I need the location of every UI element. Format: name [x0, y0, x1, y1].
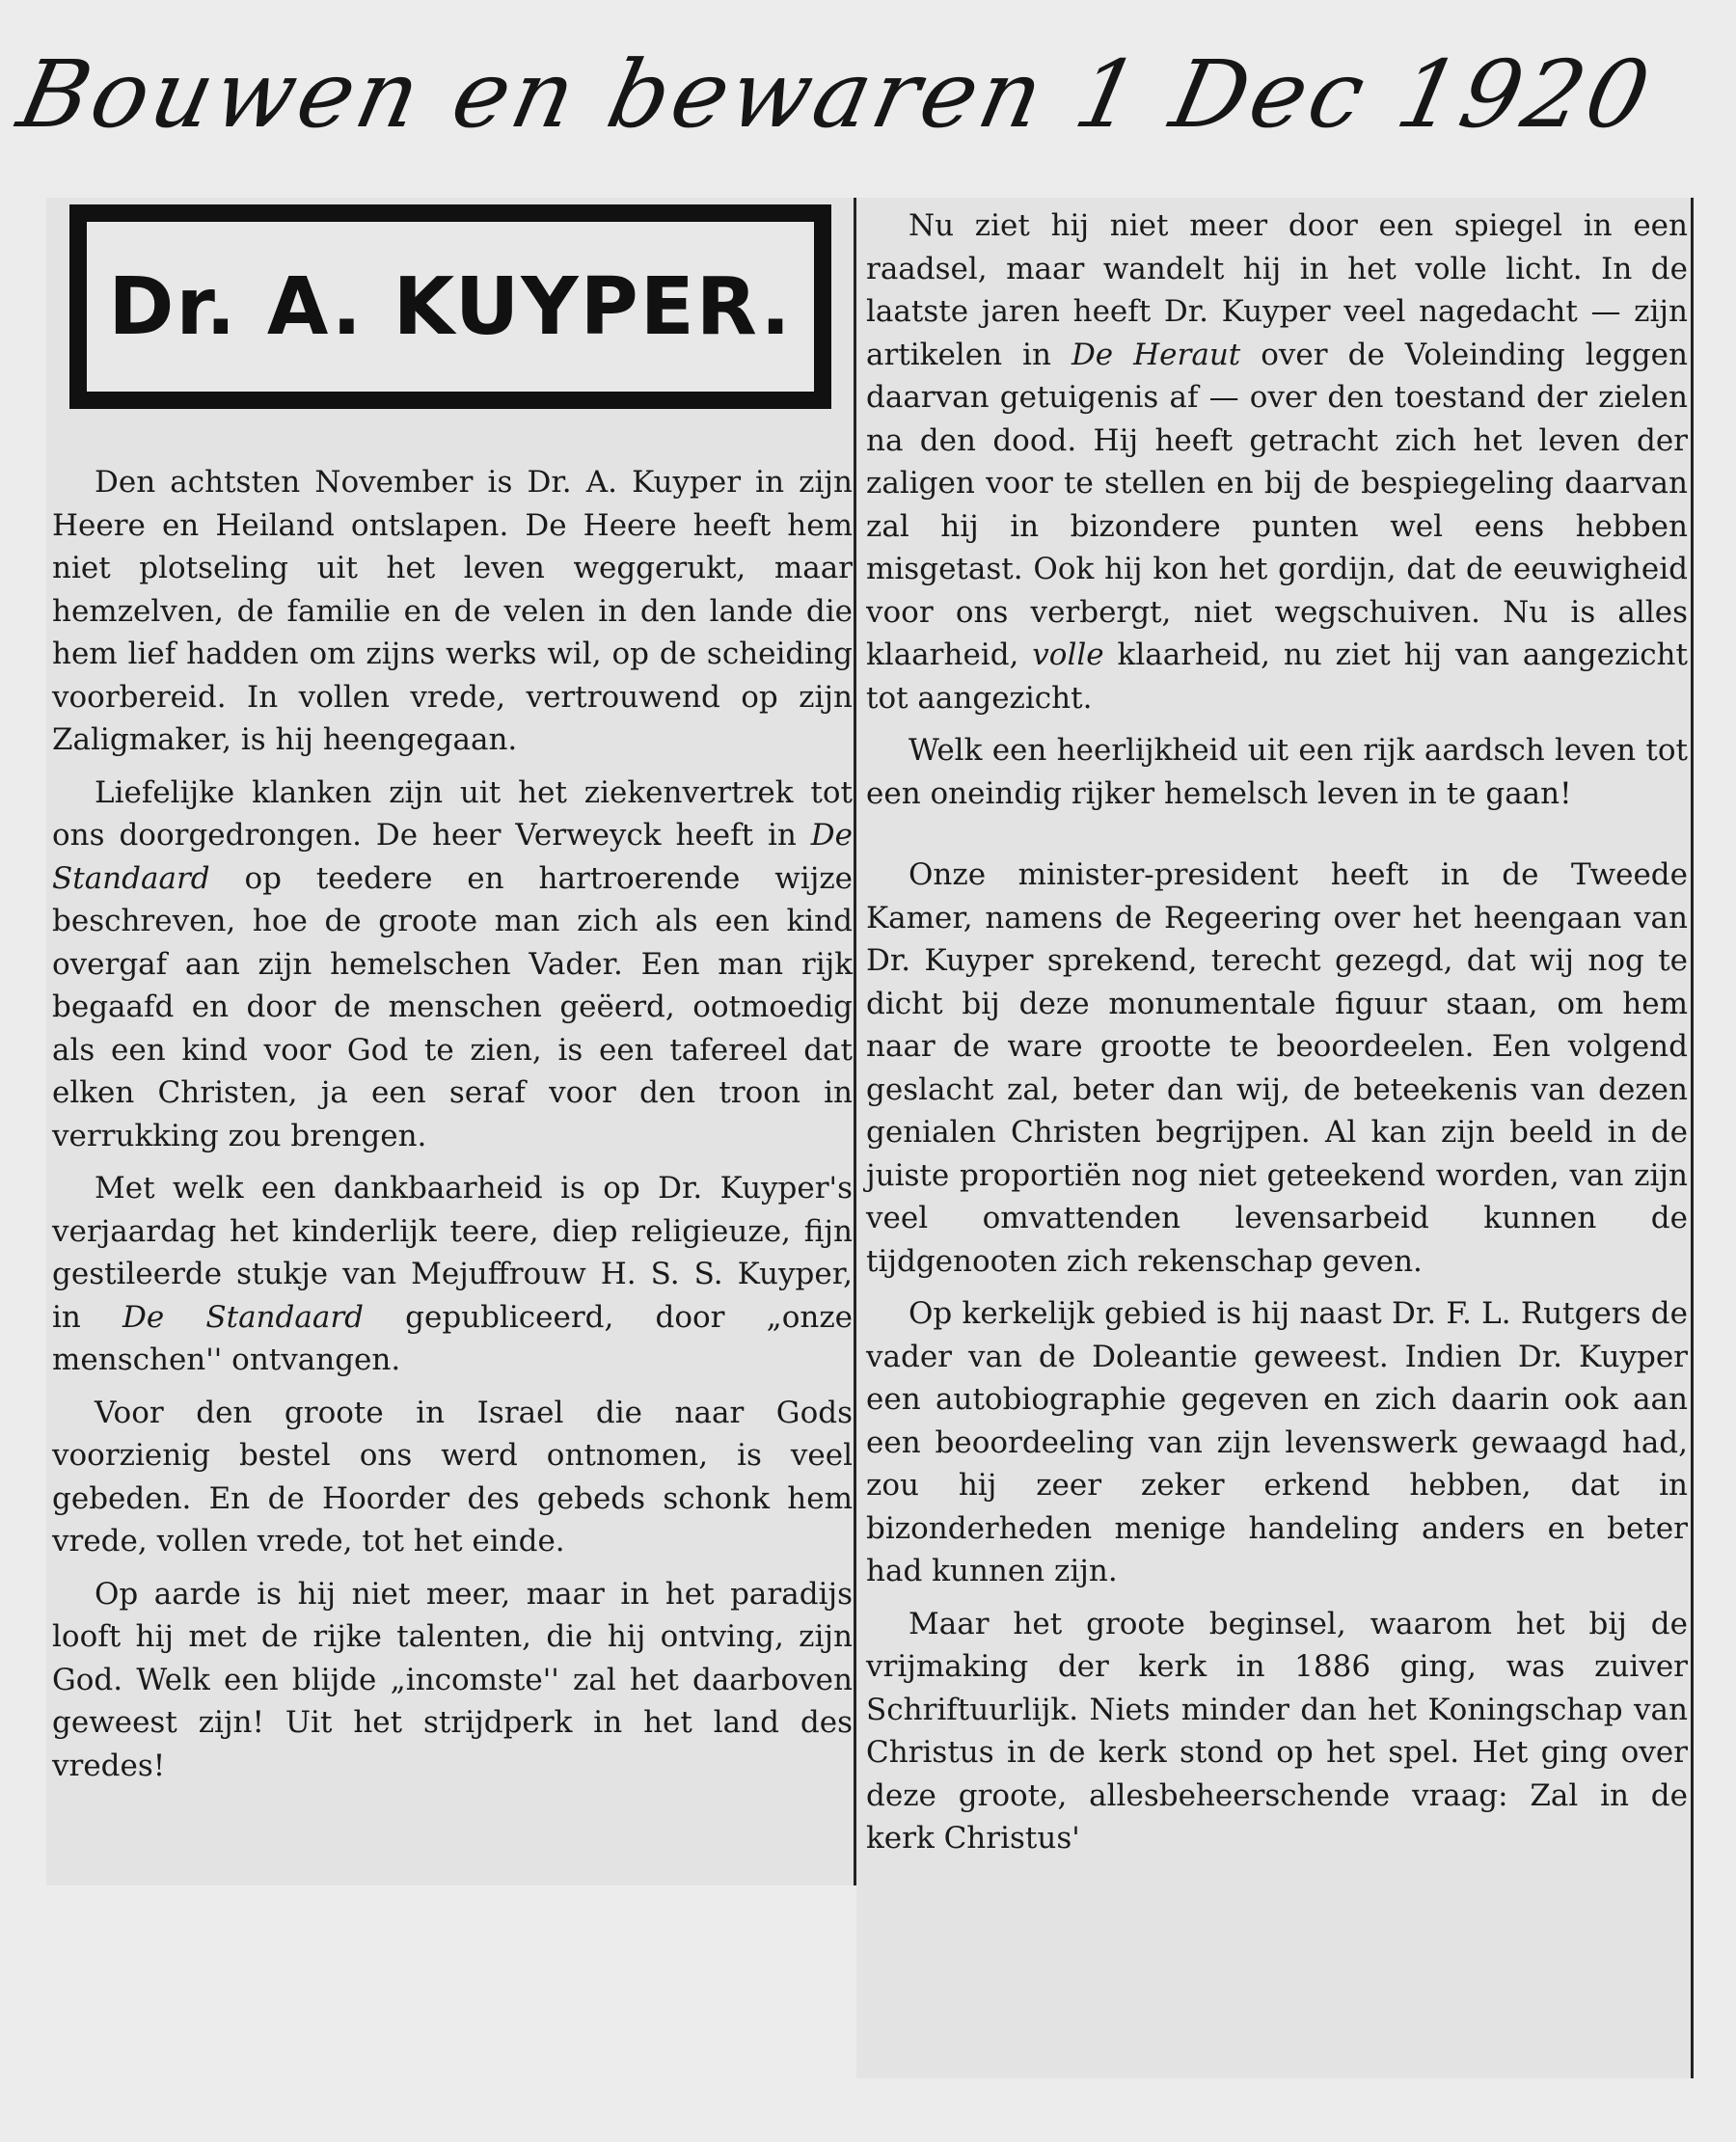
paragraph	[866, 1603, 1688, 1860]
paragraph-text: Voor den groote in Israel die naar Gods voorzienig bestel ons werd ontnomen, is veel gebeden. En de Hoorder des gebeds schonk hem vrede, vollen vrede, tot het einde.	[52, 1395, 853, 1559]
paragraph-text: Op kerkelijk gebied is hij naast Dr. F. L. Rutgers de vader van de Doleantie geweest. Indien Dr. Kuyper een autobiographie gegeven en zich daarin ook aan een beoordeeling van zijn levenswerk gewaagd had, zou hij zeer zeker erkend hebben, dat in bizonderheden menige handeling anders en beter had kunnen zijn.	[866, 1296, 1688, 1588]
paragraph	[866, 854, 1688, 1283]
paragraph-text: Nu ziet hij niet meer door een spiegel in een raadsel, maar wandelt hij in het volle licht. In de laatste jaren heeft Dr. Kuyper veel nagedacht — zijn artikelen in	[866, 208, 1688, 372]
paragraph-text: Welk een heerlijkheid uit een rijk aardsch leven tot een oneindig rijker hemelsch leven in te gaan!	[866, 733, 1688, 811]
article-title: Dr. A. KUYPER.	[108, 260, 793, 353]
right-column-text	[866, 204, 1688, 1870]
paragraph	[866, 1292, 1688, 1593]
newspaper-name: De Standaard	[122, 1299, 364, 1335]
handwritten-source-note: Bouwen en bewaren 1 Dec 1920	[10, 41, 1663, 149]
newspaper-name: De Standaard	[52, 818, 853, 896]
left-column-text	[52, 461, 853, 1797]
emphasis: volle	[1032, 637, 1104, 672]
paragraph-text: gepubliceerd, door „onze menschen'' ontvangen.	[52, 1299, 854, 1377]
paragraph-text: Met welk een dankbaarheid is op Dr. Kuyper's verjaardag het kinderlijk teere, diep religieuze, fijn gestileerde stukje van Mejuffrouw H. S. S. Kuyper, in	[52, 1171, 853, 1335]
paragraph	[52, 1167, 853, 1382]
paragraph	[52, 1392, 853, 1563]
paragraph-text: Op aarde is hij niet meer, maar in het paradijs looft hij met de rijke talenten, die hij ontving, zijn God. Welk een blijde „incomste'' zal het daarboven geweest zijn! Uit het strijdperk in het land des vredes!	[52, 1576, 853, 1783]
paragraph	[52, 461, 853, 762]
newspaper-name: De Heraut	[1071, 337, 1241, 372]
paragraph	[866, 204, 1688, 719]
paragraph	[52, 1573, 853, 1788]
paragraph-text: over de Voleinding leggen daarvan getuigenis af — over den toestand der zielen na den dood. Hij heeft getracht zich het leven der zaligen voor te stellen en bij de bespiegeling daarvan zal hij in bizondere punten wel eens hebben misgetast. Ook hij kon het gordijn, dat de eeuwigheid voor ons verbergt, niet wegschuiven. Nu is alles klaarheid,	[866, 337, 1688, 672]
article-title-inner	[87, 222, 814, 392]
paragraph	[866, 729, 1688, 815]
paragraph	[52, 772, 853, 1158]
paragraph-text: Maar het groote beginsel, waarom het bij de vrijmaking der kerk in 1886 ging, was zuiver Schriftuurlijk. Niets minder dan het Koningschap van Christus in de kerk stond op het spel. Het ging over deze groote, allesbeheerschende vraag: Zal in de kerk Christus'	[866, 1606, 1688, 1856]
paragraph-text: Liefelijke klanken zijn uit het ziekenvertrek tot ons doorgedrongen. De heer Verweyck heeft in	[52, 774, 853, 853]
paragraph-text: Den achtsten November is Dr. A. Kuyper in zijn Heere en Heiland ontslapen. De Heere heeft hem niet plotseling uit het leven weggerukt, maar hemzelven, de familie en de velen in den lande die hem lief hadden om zijns werks wil, op de scheiding voorbereid. In vollen vrede, vertrouwend op zijn Zaligmaker, is hij heengegaan.	[52, 465, 853, 757]
paragraph-text: op teedere en hartroerende wijze beschreven, hoe de groote man zich als een kind overgaf aan zijn hemelschen Vader. Een man rijk begaafd en door de menschen geëerd, ootmoedig als een kind voor God te zien, is een tafereel dat elken Christen, ja een seraf voor den troon in verrukking zou brengen.	[52, 860, 853, 1153]
article-title-frame	[69, 204, 831, 409]
paragraph-text: klaarheid, nu ziet hij van aangezicht tot aangezicht.	[866, 637, 1688, 716]
paragraph-text: Onze minister-president heeft in de Tweede Kamer, namens de Regeering over het heengaan van Dr. Kuyper sprekend, terecht gezegd, dat wij nog te dicht bij deze monumentale figuur staan, om hem naar de ware grootte te beoordeelen. Een volgend geslacht zal, beter dan wij, de beteekenis van dezen genialen Christen begrijpen. Al kan zijn beeld in de juiste proportiën nog niet geteekend worden, van zijn veel omvattenden levensarbeid kunnen de tijdgenooten zich rekenschap geven.	[866, 857, 1688, 1279]
